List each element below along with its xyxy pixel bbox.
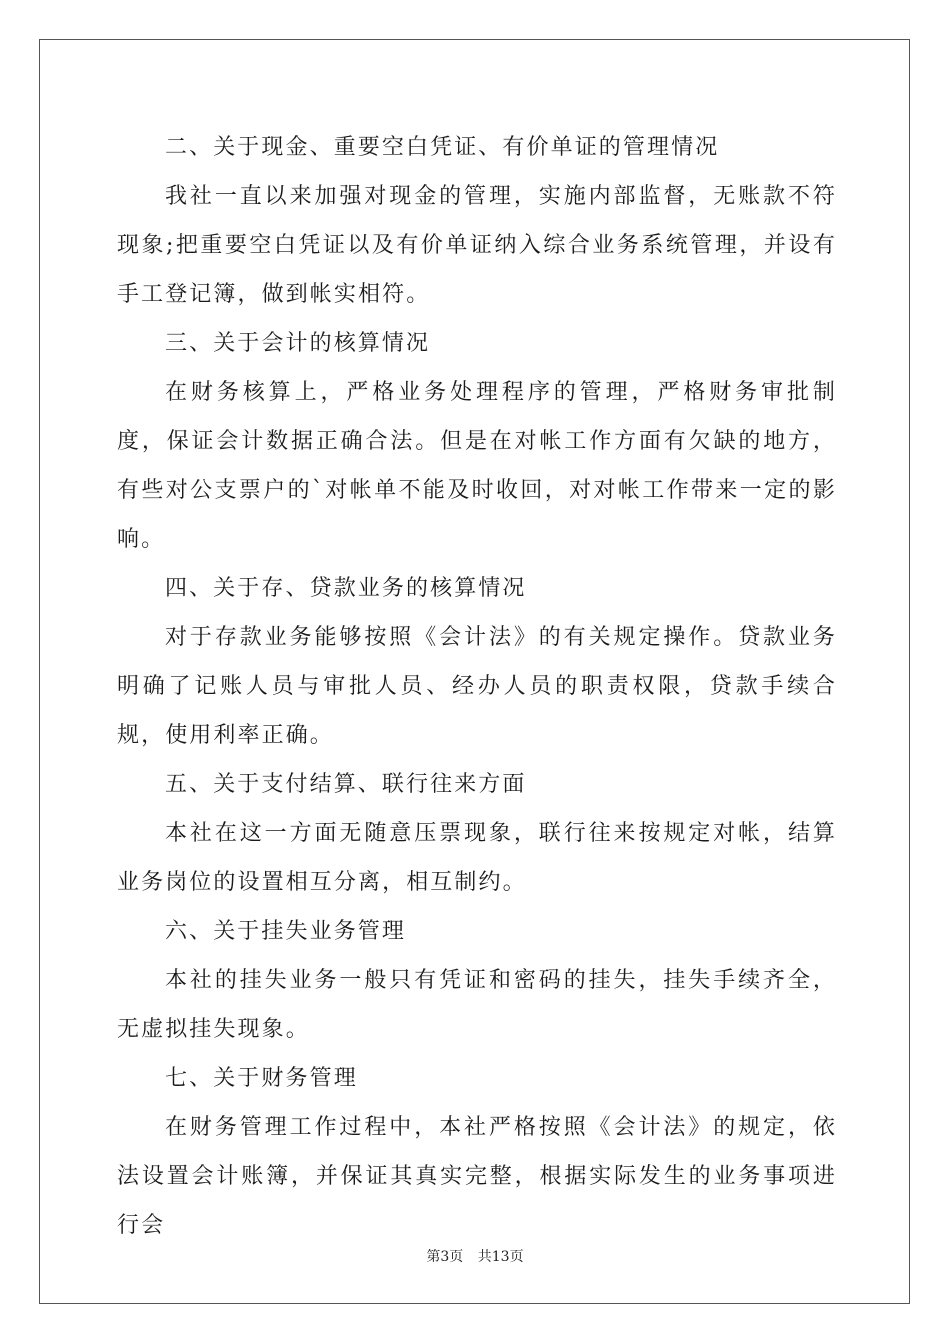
page-footer [0,1246,950,1266]
section-heading: 五、关于支付结算、联行往来方面 [165,772,527,797]
section-heading: 四、关于存、贷款业务的核算情况 [165,576,527,601]
section-heading: 七、关于财务管理 [165,1066,358,1091]
section-heading: 六、关于挂失业务管理 [165,919,407,944]
paragraph: 本社在这一方面无随意压票现象，联行往来按规定对帐，结算业务岗位的设置相互分离，相互制约。 [117,821,837,895]
paragraph: 对于存款业务能够按照《会计法》的有关规定操作。贷款业务明确了记账人员与审批人员、经办人员的职责权限，贷款手续合规，使用利率正确。 [117,625,837,748]
paragraph: 我社一直以来加强对现金的管理，实施内部监督，无账款不符现象;把重要空白凭证以及有价单证纳入综合业务系统管理，并设有手工登记簿，做到帐实相符。 [117,184,837,307]
paragraph: 在财务核算上，严格业务处理程序的管理，严格财务审批制度，保证会计数据正确合法。但是在对帐工作方面有欠缺的地方，有些对公支票户的`对帐单不能及时收回，对对帐工作带来一定的影响。 [117,380,837,552]
page-total: 共13页 [477,1249,524,1265]
section-heading: 二、关于现金、重要空白凭证、有价单证的管理情况 [165,135,720,160]
paragraph: 在财务管理工作过程中，本社严格按照《会计法》的规定，依法设置会计账簿，并保证其真实完整，根据实际发生的业务事项进行会 [117,1115,837,1238]
section-heading: 三、关于会计的核算情况 [165,331,431,356]
page-number: 第3页 [426,1249,464,1265]
document-body [117,123,837,1250]
paragraph: 本社的挂失业务一般只有凭证和密码的挂失，挂失手续齐全，无虚拟挂失现象。 [117,968,837,1042]
